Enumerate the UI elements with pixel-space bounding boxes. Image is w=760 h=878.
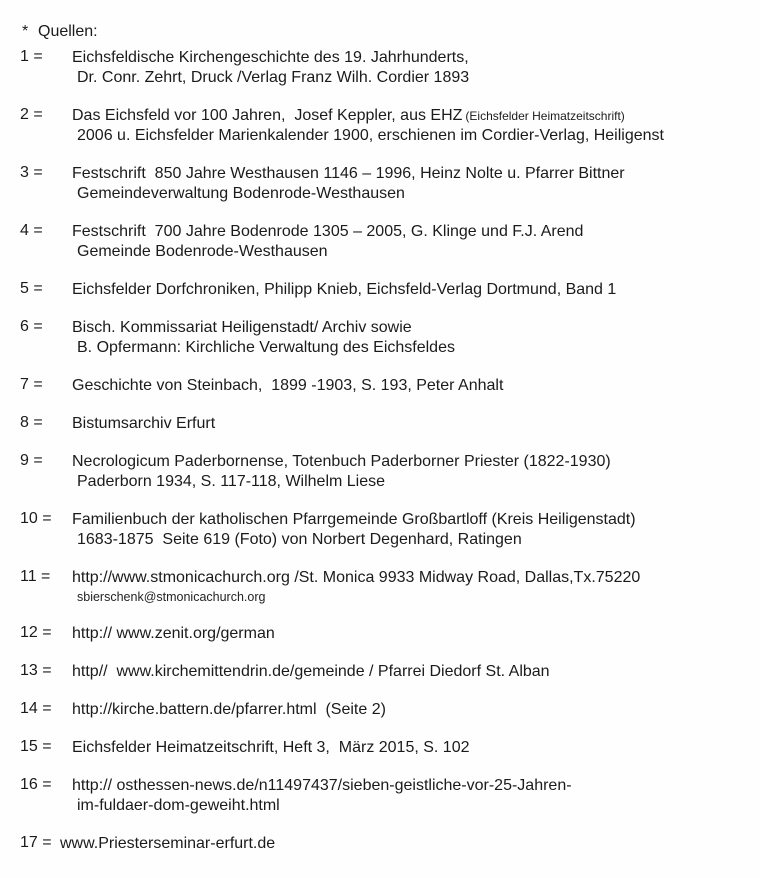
source-entry (20, 376, 752, 396)
source-entry (20, 318, 752, 358)
source-line: Festschrift 850 Jahre Westhausen 1146 – 1996, Heinz Nolte u. Pfarrer Bittner (72, 165, 625, 182)
source-line: 1683-1875 Seite 619 (Foto) von Norbert Degenhard, Ratingen (77, 531, 522, 548)
source-text: Das Eichsfeld vor 100 Jahren, Josef Keppler, aus EHZ (72, 107, 463, 124)
source-line: B. Opfermann: Kirchliche Verwaltung des Eichsfeldes (77, 339, 455, 356)
source-number: 16 = (20, 776, 52, 793)
source-number: 10 = (20, 510, 52, 527)
source-number: 14 = (20, 700, 52, 717)
source-line: Bisch. Kommissariat Heiligenstadt/ Archiv sowie (72, 319, 412, 336)
source-number: 17 = (20, 834, 52, 851)
source-entry (20, 280, 752, 300)
source-number: 11 = (20, 568, 51, 585)
source-number: 1 = (20, 48, 43, 65)
source-number: 8 = (20, 414, 43, 431)
source-entry (20, 738, 752, 758)
source-number: 12 = (20, 624, 52, 641)
source-entry (20, 510, 752, 550)
source-number: 2 = (20, 106, 43, 123)
source-number: 4 = (20, 222, 43, 239)
source-entry (20, 834, 752, 854)
source-entry (20, 452, 752, 492)
source-entry (20, 568, 752, 606)
source-number: 6 = (20, 318, 43, 335)
source-line: Gemeinde Bodenrode-Westhausen (77, 243, 328, 260)
source-entry (20, 700, 752, 720)
sources-header (20, 22, 752, 42)
source-line: Geschichte von Steinbach, 1899 -1903, S. 193, Peter Anhalt (72, 377, 504, 394)
source-line: http:// osthessen-news.de/n11497437/sieben-geistliche-vor-25-Jahren- (72, 777, 572, 794)
source-entry (20, 106, 752, 146)
source-line: im-fuldaer-dom-geweiht.html (77, 797, 280, 814)
source-line: 2006 u. Eichsfelder Marienkalender 1900, erschienen im Cordier-Verlag, Heiligenst (77, 127, 664, 144)
source-number: 13 = (20, 662, 52, 679)
source-entry (20, 222, 752, 262)
source-line: http://kirche.battern.de/pfarrer.html (Seite 2) (72, 701, 386, 718)
source-entry (20, 414, 752, 434)
source-number: 3 = (20, 164, 43, 181)
source-number: 15 = (20, 738, 52, 755)
source-text-small: (Eichsfelder Heimatzeitschrift) (465, 109, 625, 123)
source-line: Eichsfeldische Kirchengeschichte des 19. Jahrhunderts, (72, 49, 469, 66)
source-line: http://www.stmonicachurch.org /St. Monica 9933 Midway Road, Dallas,Tx.75220 (72, 569, 641, 586)
source-entry (20, 624, 752, 644)
source-line: Bistumsarchiv Erfurt (72, 415, 216, 432)
source-line: http// www.kirchemittendrin.de/gemeinde / Pfarrei Diedorf St. Alban (72, 663, 550, 680)
source-entry (20, 164, 752, 204)
source-line: Festschrift 700 Jahre Bodenrode 1305 – 2005, G. Klinge und F.J. Arend (72, 223, 584, 240)
source-line: Eichsfelder Dorfchroniken, Philipp Knieb, Eichsfeld-Verlag Dortmund, Band 1 (72, 281, 617, 298)
source-line: Paderborn 1934, S. 117-118, Wilhelm Liese (77, 473, 386, 490)
source-line: http:// www.zenit.org/german (72, 625, 275, 642)
source-entry (20, 776, 752, 816)
source-line: Familienbuch der katholischen Pfarrgemeinde Großbartloff (Kreis Heiligenstadt) (72, 511, 636, 528)
source-number: 7 = (20, 376, 43, 393)
source-line (72, 106, 752, 126)
source-line: Eichsfelder Heimatzeitschrift, Heft 3, März 2015, S. 102 (72, 739, 470, 756)
source-line: Dr. Conr. Zehrt, Druck /Verlag Franz Wilh. Cordier 1893 (77, 69, 470, 86)
source-entry (20, 662, 752, 682)
source-number: 9 = (20, 452, 43, 469)
asterisk-marker: * (22, 23, 29, 40)
source-email: sbierschenk@stmonicachurch.org (77, 590, 266, 604)
source-number: 5 = (20, 280, 43, 297)
source-line: Gemeindeverwaltung Bodenrode-Westhausen (77, 185, 405, 202)
source-line: Necrologicum Paderbornense, Totenbuch Paderborner Priester (1822-1930) (72, 453, 611, 470)
source-line: www.Priesterseminar-erfurt.de (60, 835, 276, 852)
source-entry (20, 48, 752, 88)
sources-title: Quellen: (38, 23, 98, 40)
